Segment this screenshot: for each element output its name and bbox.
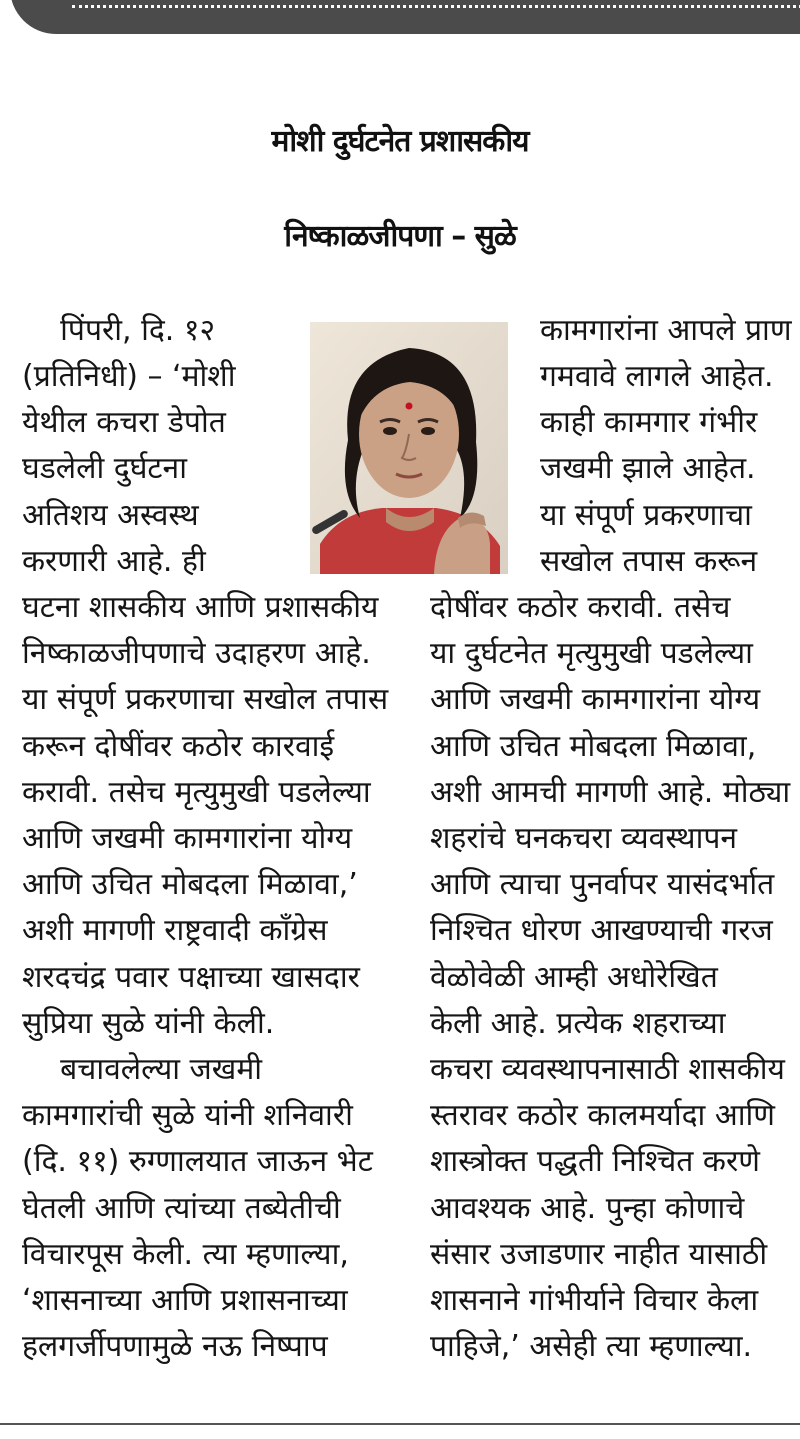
top-banner xyxy=(0,0,800,40)
column2-top-line: सखोल तपास करून xyxy=(540,544,758,579)
column2-line: संसार उजाडणार नाहीत यासाठी xyxy=(430,1237,768,1272)
column2-top-line: गमवावे लागले आहेत. xyxy=(540,359,774,394)
headline-line-2: निष्काळजीपणा – सुळे xyxy=(284,219,516,254)
column2-top-line: कामगारांना आपले प्राण xyxy=(540,313,792,348)
column1-line: घेतली आणि त्यांच्या तब्येतीची xyxy=(22,1191,341,1226)
column1-line: (दि. ११) रुग्णालयात जाऊन भेट xyxy=(22,1144,373,1179)
column1-line: करून दोषींवर कठोर कारवाई xyxy=(22,729,335,764)
column1-line: अतिशय अस्वस्थ xyxy=(22,498,199,533)
column2-top-line: या संपूर्ण प्रकरणाचा xyxy=(540,498,752,533)
column2-top-line: काही कामगार गंभीर xyxy=(540,405,758,440)
column1-line: आणि उचित मोबदला मिळावा,’ xyxy=(22,867,358,902)
banner-dotted-line xyxy=(72,5,800,8)
column1-line: कामगारांची सुळे यांनी शनिवारी xyxy=(22,1098,353,1133)
column2-line: स्तरावर कठोर कालमर्यादा आणि xyxy=(430,1098,775,1133)
portrait-photo xyxy=(310,322,508,574)
column2-top-line: जखमी झाले आहेत. xyxy=(540,451,756,486)
column2-line: निश्‍चित धोरण आखण्याची गरज xyxy=(430,913,773,948)
column1-line: पिंपरी, दि. १२ xyxy=(22,313,216,348)
column2-line: कचरा व्यवस्थापनासाठी शासकीय xyxy=(430,1052,785,1087)
column1-line: सुप्रिया सुळे यांनी केली. xyxy=(22,1006,275,1041)
column1-line: करणारी आहे. ही xyxy=(22,544,206,579)
bottom-divider xyxy=(0,1423,800,1425)
column2-line: अशी आमची मागणी आहे. मोठ्या xyxy=(430,775,791,810)
column1-line: शरदचंद्र पवार पक्षाच्या खासदार xyxy=(22,960,360,995)
column1-line: करावी. तसेच मृत्युमुखी पडलेल्या xyxy=(22,775,371,810)
column2-line: शासनाने गांभीर्याने विचार केला xyxy=(430,1283,759,1318)
column1-line: बचावलेल्या जखमी xyxy=(22,1052,263,1087)
column1-line: हलगर्जीपणामुळे नऊ निष्पाप xyxy=(22,1329,328,1364)
column2-line: आवश्यक आहे. पुन्हा कोणाचे xyxy=(430,1191,745,1226)
column2-line: या दुर्घटनेत मृत्युमुखी पडलेल्या xyxy=(430,636,753,671)
column1-line: ‘शासनाच्या आणि प्रशासनाच्या xyxy=(22,1283,348,1318)
column1-line: आणि जखमी कामगारांना योग्य xyxy=(22,821,353,856)
column2-line: आणि उचित मोबदला मिळावा, xyxy=(430,729,757,764)
column2-line: केली आहे. प्रत्येक शहराच्या xyxy=(430,1006,726,1041)
column1-line: घटना शासकीय आणि प्रशासकीय xyxy=(22,590,379,625)
column1-line: निष्काळजीपणाचे उदाहरण आहे. xyxy=(22,636,371,671)
column1-line: विचारपूस केली. त्या म्हणाल्या, xyxy=(22,1237,349,1272)
headline-line-1: मोशी दुर्घटनेत प्रशासकीय xyxy=(271,124,529,159)
column2-line: वेळोवेळी आम्ही अधोरेखित xyxy=(430,960,718,995)
column1-line: येथील कचरा डेपोत xyxy=(22,405,226,440)
column1-line: घडलेली दुर्घटना xyxy=(22,451,187,486)
column1-line: अशी मागणी राष्ट्रवादी काँग्रेस xyxy=(22,913,328,948)
column2-line: आणि जखमी कामगारांना योग्य xyxy=(430,682,761,717)
column2-line: शहरांचे घनकचरा व्यवस्थापन xyxy=(430,821,738,856)
column1-line: (प्रतिनिधी) – ‘मोशी xyxy=(22,359,236,394)
column2-line: पाहिजे,’ असेही त्या म्हणाल्या. xyxy=(430,1329,753,1364)
column1-line: या संपूर्ण प्रकरणाचा सखोल तपास xyxy=(22,682,389,717)
column2-line: आणि त्याचा पुनर्वापर यासंदर्भात xyxy=(430,867,775,902)
column2-line: शास्त्रोक्त पद्धती निश्‍चित करणे xyxy=(430,1144,760,1179)
column2-line: दोषींवर कठोर करावी. तसेच xyxy=(430,590,731,625)
